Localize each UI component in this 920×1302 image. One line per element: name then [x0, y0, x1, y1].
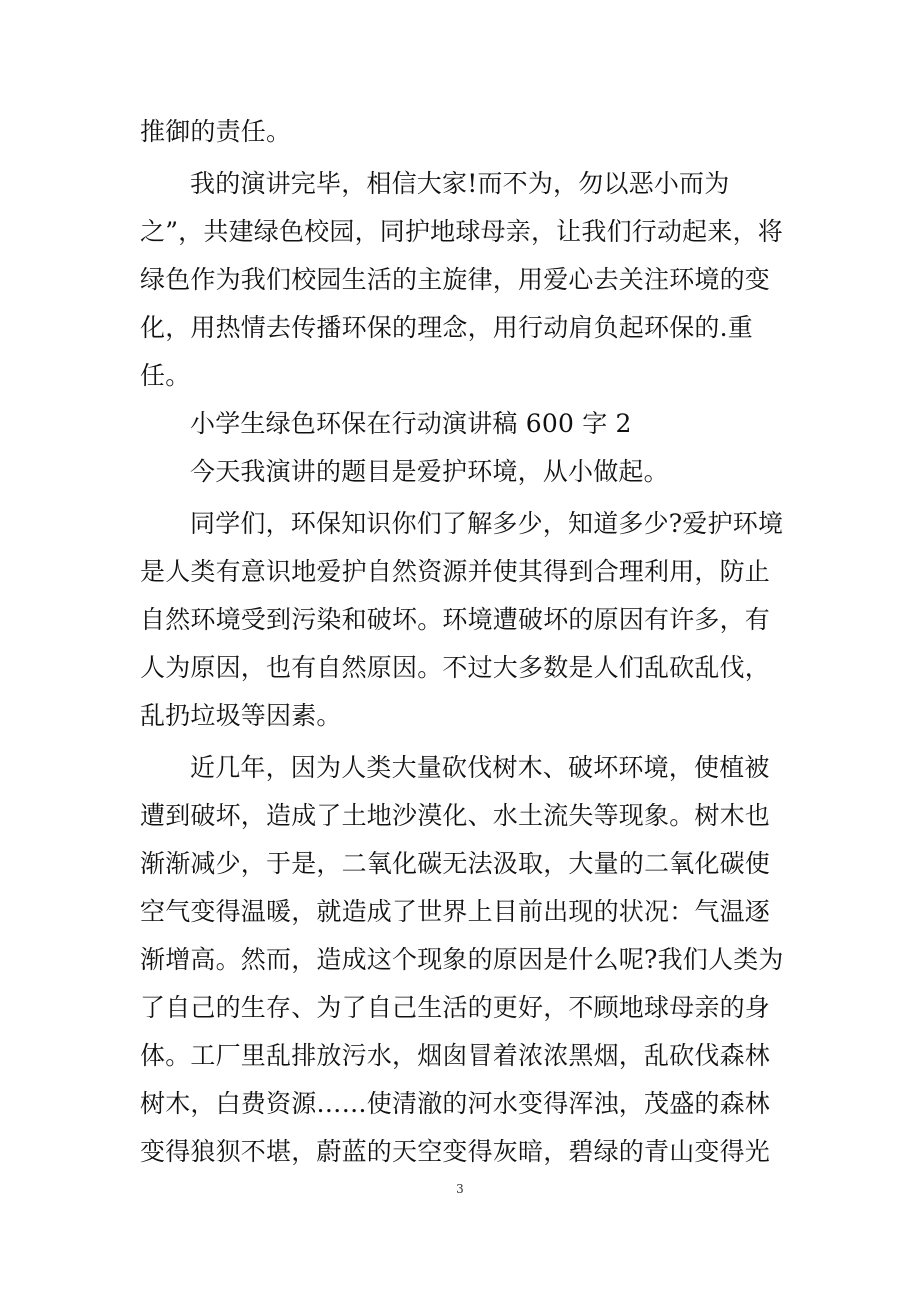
text-line: 推御的责任。: [140, 117, 292, 146]
paragraph-start: 我的演讲完毕，相信大家!而不为，勿以恶小而为: [190, 169, 730, 198]
text-line: 空气变得温暖，就造成了世界上目前出现的状况：气温逐: [140, 897, 771, 926]
text-line: 变得狼狈不堪，蔚蓝的天空变得灰暗，碧绿的青山变得光: [140, 1137, 771, 1166]
text-line: 人为原因，也有自然原因。不过大多数是人们乱砍乱伐，: [140, 653, 771, 682]
text-line: 绿色作为我们校园生活的主旋律，用爱心去关注环境的变: [140, 265, 771, 294]
text-line: 任。: [140, 361, 191, 390]
text-line: 之”，共建绿色校园，同护地球母亲，让我们行动起来，将: [140, 217, 783, 246]
text-line: 自然环境受到污染和破坏。环境遭破坏的原因有许多，有: [140, 605, 771, 634]
text-line: 树木，白费资源……使清澈的河水变得浑浊，茂盛的森林: [140, 1089, 771, 1118]
text-line: 了自己的生存、为了自己生活的更好，不顾地球母亲的身: [140, 993, 771, 1022]
section-heading: 小学生绿色环保在行动演讲稿 600 字 2: [190, 409, 632, 438]
text-line: 化，用热情去传播环保的理念，用行动肩负起环保的.重: [140, 313, 753, 342]
text-line: 乱扔垃圾等因素。: [140, 701, 342, 730]
paragraph-start: 同学们，环保知识你们了解多少，知道多少?爱护环境: [190, 509, 784, 538]
text-line: 体。工厂里乱排放污水，烟囱冒着浓浓黑烟，乱砍伐森林: [140, 1041, 771, 1070]
text-line: 渐增高。然而，造成这个现象的原因是什么呢?我们人类为: [140, 945, 784, 974]
page-number: 3: [456, 1182, 464, 1196]
text-line: 是人类有意识地爱护自然资源并使其得到合理利用，防止: [140, 557, 771, 586]
text-line: 遭到破坏，造成了土地沙漠化、水土流失等现象。树木也: [140, 801, 771, 830]
paragraph-start: 今天我演讲的题目是爱护环境，从小做起。: [190, 457, 669, 486]
text-line: 渐渐减少，于是，二氧化碳无法汲取，大量的二氧化碳使: [140, 849, 771, 878]
paragraph-start: 近几年，因为人类大量砍伐树木、破坏环境，使植被: [190, 753, 770, 782]
